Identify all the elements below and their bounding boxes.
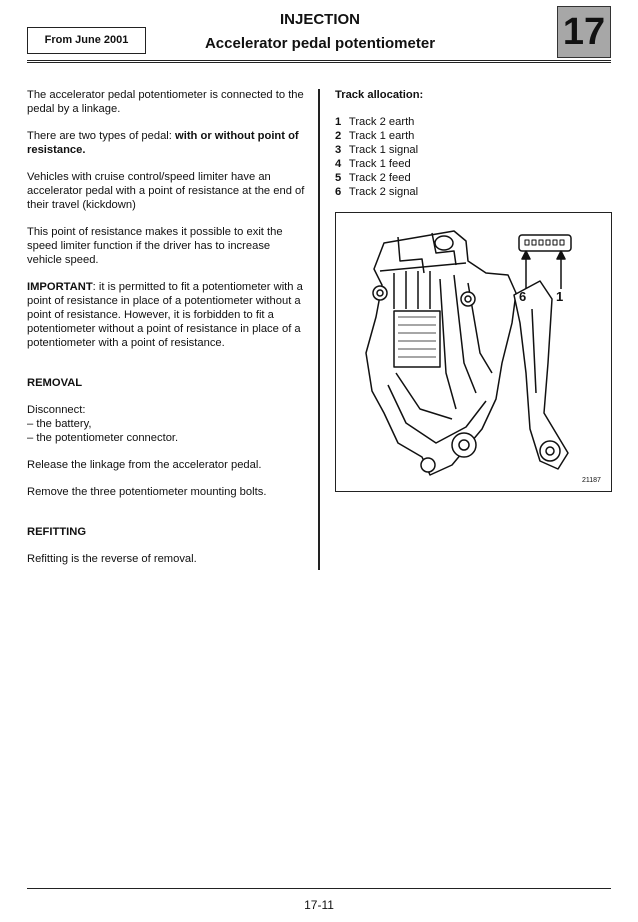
refit-paragraph: Refitting is the reverse of removal. [27, 553, 197, 565]
intro-paragraph: The accelerator pedal potentiometer is connected to the pedal by a linkage. [27, 89, 304, 115]
release-paragraph: Release the linkage from the accelerator pedal. [27, 459, 262, 471]
left-column [27, 88, 307, 579]
pin-6-label: 6 [519, 289, 527, 304]
section-title: INJECTION [279, 11, 360, 28]
page-number: 17-11 [304, 898, 334, 912]
track-allocation-heading: Track allocation: [335, 89, 424, 101]
refitting-heading: REFITTING [27, 526, 87, 538]
list-item: 6 Track 2 signal [335, 186, 419, 198]
chapter-number: 17 [557, 6, 611, 58]
figure-reference: 21187 [582, 477, 601, 484]
list-item: 5 Track 2 feed [335, 172, 411, 184]
list-item: 4 Track 1 feed [335, 158, 411, 170]
column-divider [318, 89, 320, 570]
header-rule-top [27, 60, 611, 61]
date-label: From June 2001 [27, 27, 146, 54]
cruise-control-paragraph: Vehicles with cruise control/speed limiter have an accelerator pedal with a point of resistance at the end of their travel (kickdown) [27, 171, 305, 211]
track-list [335, 115, 615, 199]
potentiometer-figure [335, 212, 612, 492]
pedal-types-paragraph: There are two types of pedal: with or without point of resistance. [27, 130, 299, 156]
page-title: Accelerator pedal potentiometer [204, 35, 436, 52]
remove-bolts-paragraph: Remove the three potentiometer mounting bolts. [27, 486, 267, 498]
speed-limiter-paragraph: This point of resistance makes it possible to exit the speed limiter function if the driver has to increase vehicle speed. [27, 226, 283, 266]
pin-1-label: 1 [556, 289, 564, 304]
potentiometer-drawing [336, 213, 612, 492]
right-column [335, 88, 615, 199]
important-paragraph: IMPORTANT: it is permitted to fit a potentiometer with a point of resistance in place of a potentiometer without a point of resistance. However, it is forbidden to fit a potentiometer without a point of resistance in place of a potentiometer with a point of resistance. [27, 281, 303, 349]
removal-heading: REMOVAL [27, 377, 83, 389]
disconnect-paragraph: Disconnect: – the battery, – the potentiometer connector. [27, 404, 179, 444]
list-item: 2 Track 1 earth [335, 130, 415, 142]
list-item: 1 Track 2 earth [335, 116, 415, 128]
header-rule-bottom [27, 62, 611, 63]
list-item: 3 Track 1 signal [335, 144, 419, 156]
footer-rule [27, 888, 611, 889]
